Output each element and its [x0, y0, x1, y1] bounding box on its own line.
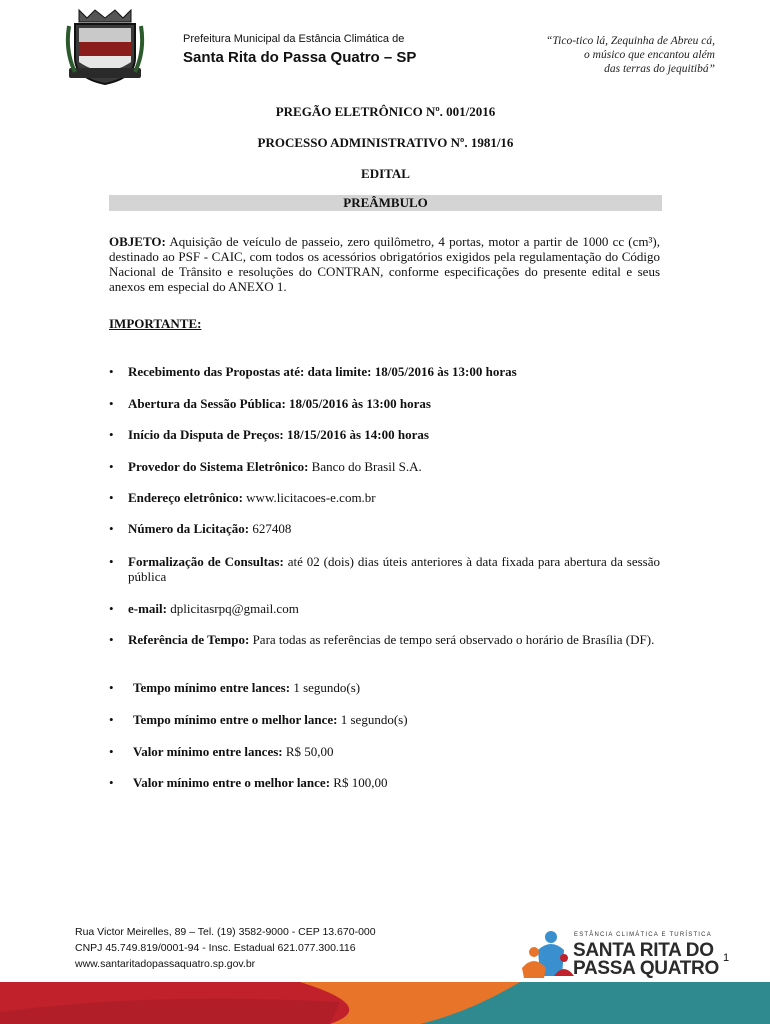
item-value: 1 segundo(s) [337, 712, 408, 727]
list-item [109, 744, 660, 759]
objeto-paragraph [109, 234, 660, 294]
list-item [109, 554, 660, 584]
bullet-icon: • [109, 744, 114, 759]
list-item [109, 459, 660, 474]
website-line: www.santaritadopassaquatro.sp.gov.br [75, 958, 256, 970]
item-label: Número da Licitação: [128, 521, 250, 536]
quote-line: das terras do jequitibá” [604, 63, 715, 75]
bullet-icon: • [109, 427, 114, 442]
list-item [109, 775, 660, 790]
header-quote [546, 34, 715, 76]
item-label: Valor mínimo entre o melhor lance: [133, 775, 331, 790]
bullet-icon: • [109, 775, 114, 790]
quote-line: o músico que encantou além [584, 49, 715, 61]
item-label: Início da Disputa de Preços: 18/15/2016 às 14:00 horas [128, 427, 429, 442]
item-label: Tempo mínimo entre o melhor lance: [133, 712, 338, 727]
item-label: Valor mínimo entre lances: [133, 744, 283, 759]
bullet-icon: • [109, 554, 114, 569]
item-value: R$ 100,00 [330, 775, 388, 790]
edital-title: EDITAL [361, 166, 410, 181]
quote-line: “Tico-tico lá, Zequinha de Abreu cá, [546, 35, 715, 47]
item-value: Para todas as referências de tempo será observado o horário de Brasília (DF). [249, 632, 655, 647]
item-label: Tempo mínimo entre lances: [133, 680, 291, 695]
list-item [109, 712, 660, 727]
item-label: Referência de Tempo: [128, 632, 250, 647]
item-value: dplicitasrpq@gmail.com [166, 601, 299, 616]
cnpj-line: CNPJ 45.749.819/0001-94 - Insc. Estadual 621.077.300.116 [75, 942, 356, 954]
list-item [109, 521, 660, 536]
bullet-icon: • [109, 680, 114, 695]
item-label: Endereço eletrônico: [128, 490, 243, 505]
list-item [109, 396, 660, 411]
preambulo-heading: PREÂMBULO [109, 195, 662, 211]
objeto-text: Aquisição de veículo de passeio, zero quilômetro, 4 portas, motor a partir de 1000 cc (cm³), destinado ao PSF - CAIC, com todos os acessórios obrigatórios exigidos pela regulamentação do Código Nacional de Trânsito e resoluções do CONTRAN, conforme especificações do presente edital e seus anexos em especial do ANEXO 1. [109, 234, 660, 294]
footer-address [75, 924, 376, 972]
item-label: e-mail: [128, 601, 167, 616]
bullet-icon: • [109, 712, 114, 727]
logo-line1: SANTA RITA DO [573, 940, 714, 961]
prefeitura-line: Prefeitura Municipal da Estância Climática de [183, 33, 405, 45]
pregao-title: PREGÃO ELETRÔNICO Nº. 001/2016 [275, 104, 496, 119]
bullet-icon: • [109, 396, 114, 411]
bullet-icon: • [109, 364, 114, 379]
item-value: 627408 [249, 521, 292, 536]
municipal-crest-icon [65, 6, 145, 86]
item-label: Provedor do Sistema Eletrônico: [128, 459, 309, 474]
page-number: 1 [723, 952, 730, 964]
bullet-icon: • [109, 601, 114, 616]
processo-title: PROCESSO ADMINISTRATIVO Nº. 1981/16 [257, 135, 514, 150]
bullet-icon: • [109, 632, 114, 647]
list-item [109, 427, 660, 442]
item-value: Banco do Brasil S.A. [308, 459, 422, 474]
logo-line2: PASSA QUATRO [573, 958, 719, 979]
item-value: R$ 50,00 [282, 744, 334, 759]
city-name: Santa Rita do Passa Quatro – SP [183, 49, 417, 66]
footer-color-band [0, 982, 770, 1024]
bullet-icon: • [109, 521, 114, 536]
list-item [109, 490, 660, 505]
page-header [0, 0, 770, 95]
item-value: até 02 (dois) dias úteis anteriores à data fixada para abertura da sessão pública [128, 554, 660, 584]
bullet-icon: • [109, 459, 114, 474]
item-label: Recebimento das Propostas até: data limite: 18/05/2016 às 13:00 horas [128, 364, 517, 379]
item-value: 1 segundo(s) [290, 680, 361, 695]
item-value: www.licitacoes-e.com.br [242, 490, 376, 505]
importante-heading: IMPORTANTE: [109, 316, 202, 331]
list-item [109, 680, 660, 695]
address-line: Rua Victor Meirelles, 89 – Tel. (19) 3582-9000 - CEP 13.670-000 [75, 926, 376, 938]
list-item [109, 601, 660, 616]
item-label: Formalização de Consultas: [128, 554, 284, 569]
item-label: Abertura da Sessão Pública: 18/05/2016 às 13:00 horas [128, 396, 431, 411]
list-item [109, 364, 660, 379]
list-item [109, 632, 660, 647]
logo-subtitle: ESTÂNCIA CLIMÁTICA E TURÍSTICA [574, 932, 712, 938]
bullet-icon: • [109, 490, 114, 505]
objeto-label: OBJETO: [109, 234, 166, 249]
